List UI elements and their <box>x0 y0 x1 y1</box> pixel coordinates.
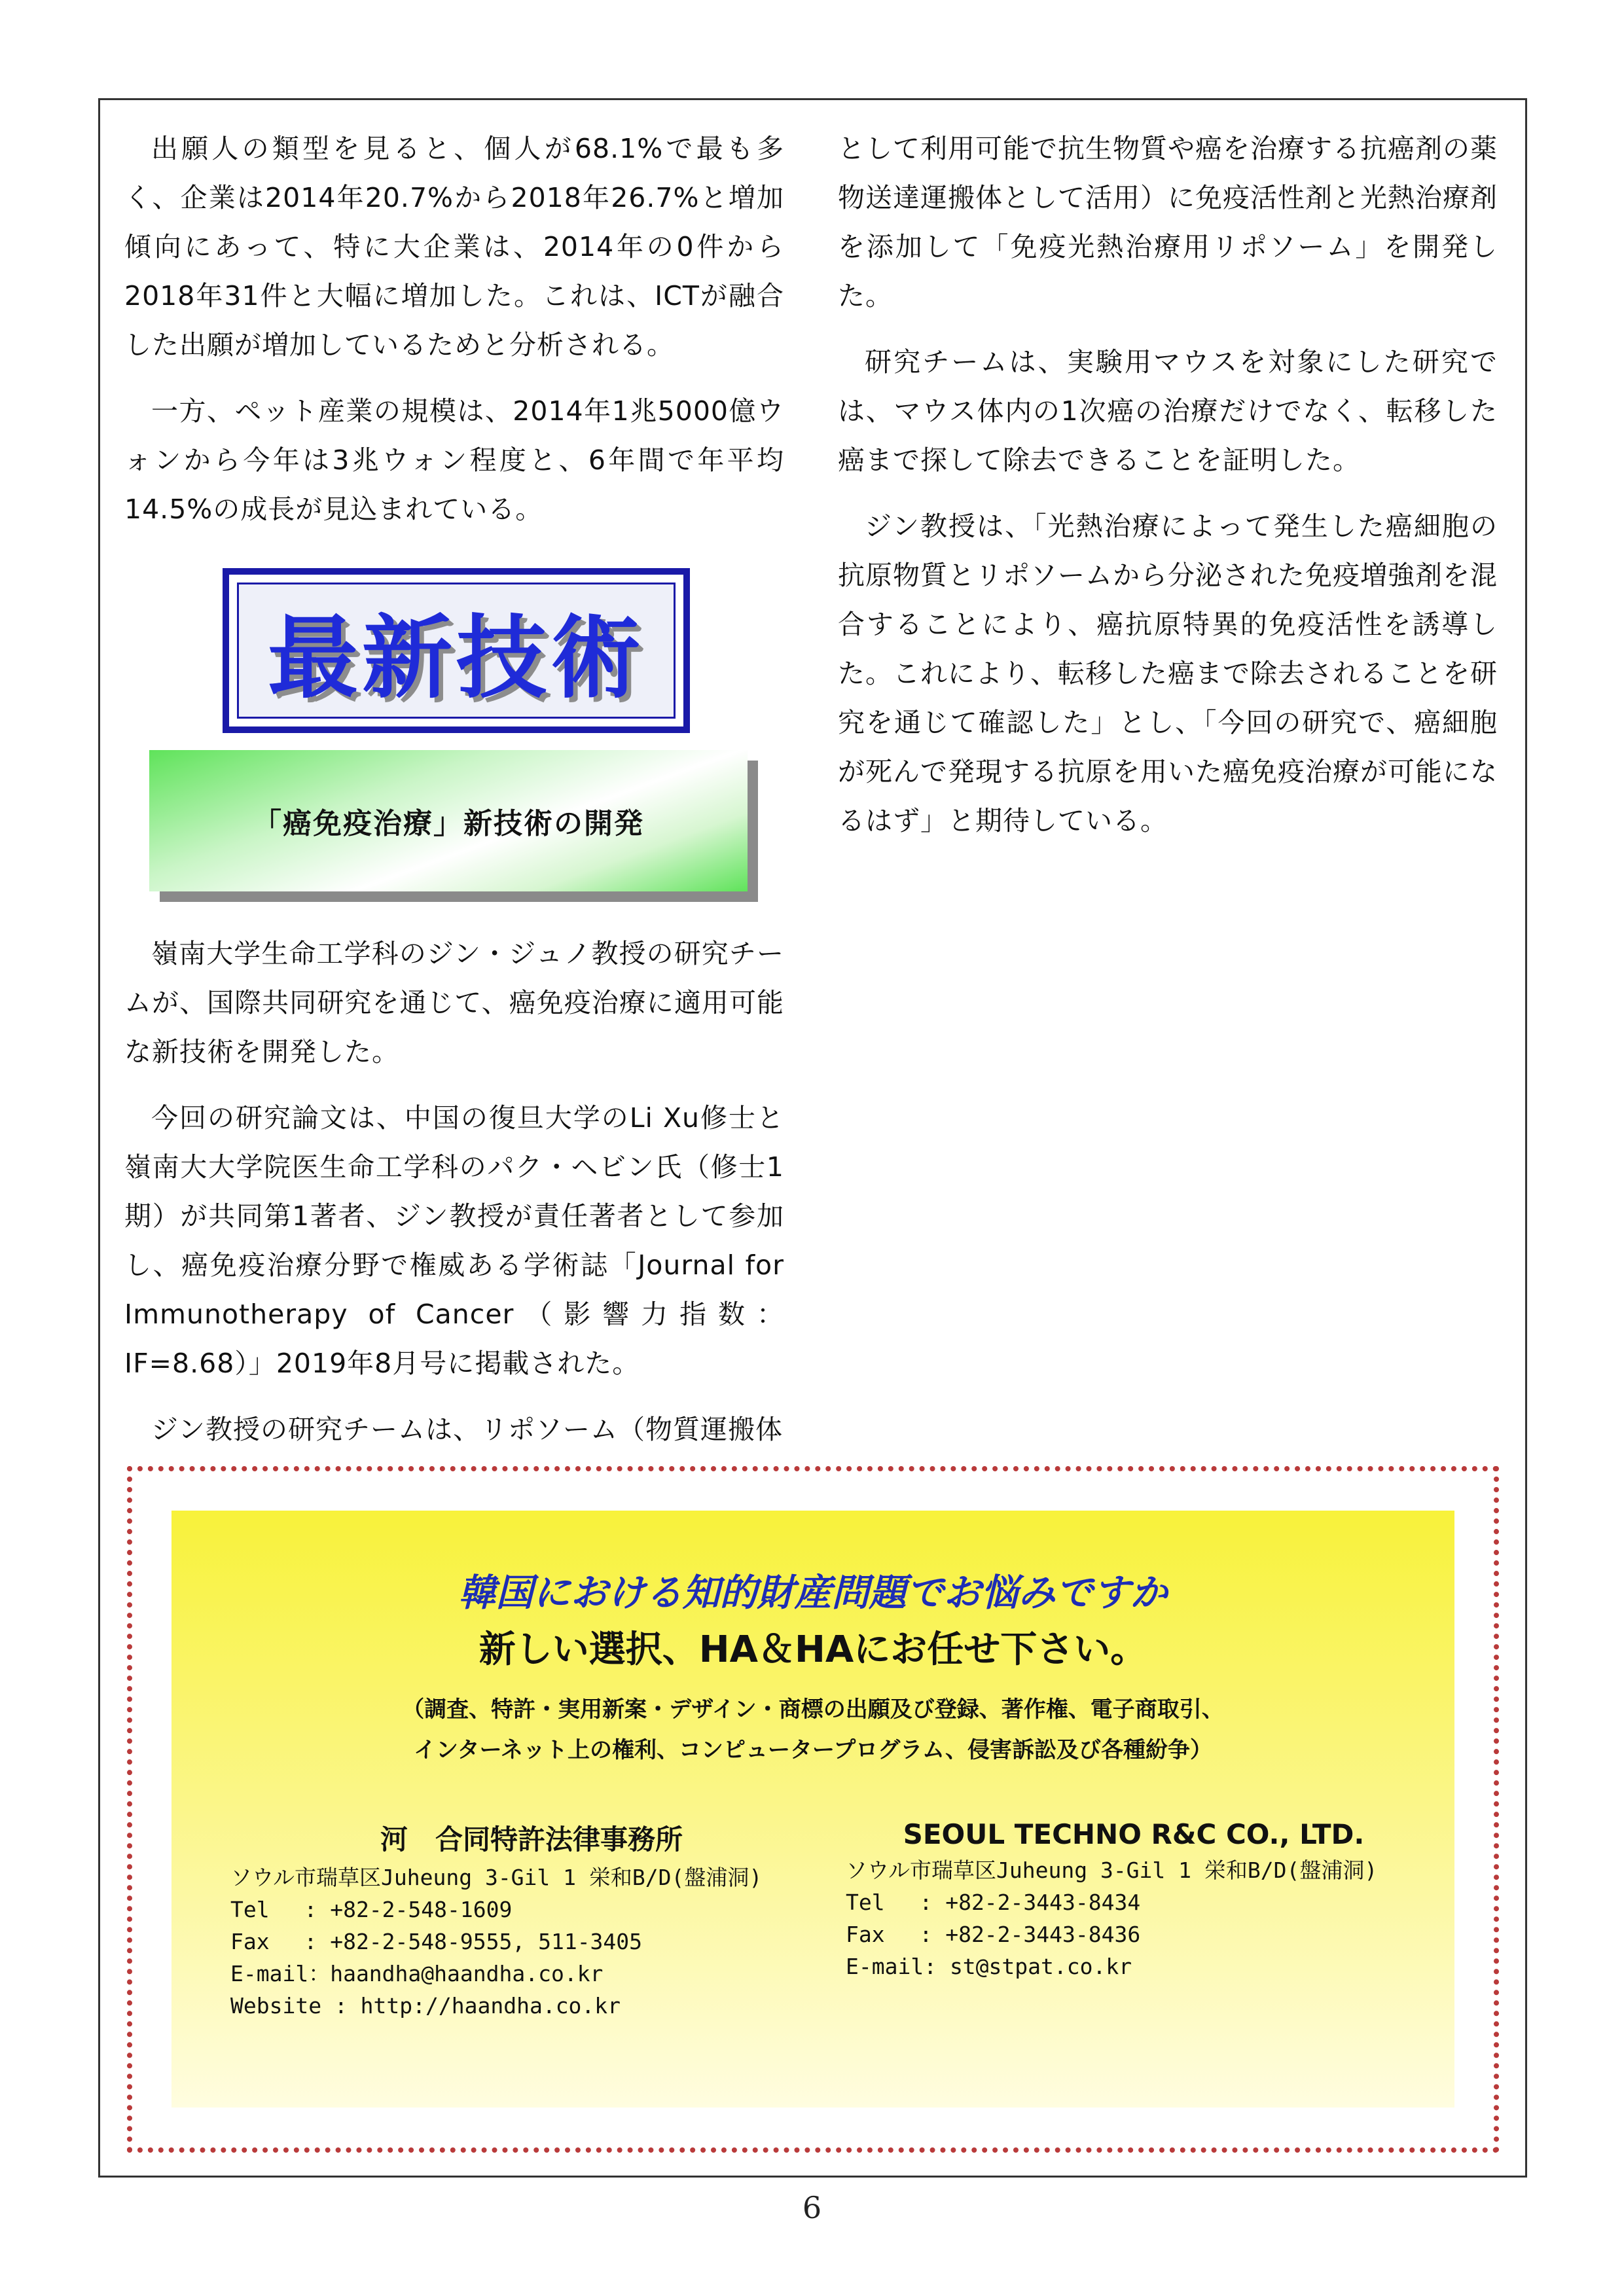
right-column <box>838 124 1498 863</box>
paragraph-applicant-types: 出願人の類型を見ると、個人が68.1%で最も多く、企業は2014年20.7%から2018年26.7%と増加傾向にあって、特に大企業は、2014年の0件から2018年31件と大幅に増加した。これは、ICTが融合した出願が増加しているためと分析される。 <box>124 133 784 361</box>
page-number: 6 <box>802 2190 822 2225</box>
firm-seoul-techno-address: ソウル市瑞草区Juheung 3-Gil 1 栄和B/D(盤浦洞) <box>846 1857 1378 1883</box>
article-heading-title: 「癌免疫治療」新技術の開発 <box>253 807 644 840</box>
firm-haandha-address: ソウル市瑞草区Juheung 3-Gil 1 栄和B/D(盤浦洞) <box>230 1865 763 1890</box>
firm-haandha-website[interactable]: Website : http://haandha.co.kr <box>230 1993 621 2018</box>
firm-seoul-techno-fax: Fax : +82-2-3443-8436 <box>846 1922 1141 1947</box>
ad-services-line-2: インターネット上の権利、コンピュータープログラム、侵害訴訟及び各種紛争） <box>414 1737 1212 1763</box>
firm-haandha-email[interactable]: E-mail：haandha@haandha.co.kr <box>230 1961 604 1986</box>
article-heading <box>149 750 758 902</box>
left-column <box>124 124 784 551</box>
firm-seoul-techno <box>846 1818 1422 1982</box>
firm-haandha-fax: Fax : +82-2-548-9555, 511-3405 <box>230 1929 643 1954</box>
section-badge <box>223 568 690 733</box>
paragraph-pet-industry: 一方、ペット産業の規模は、2014年1兆5000億ウォンから今年は3兆ウォン程度と、6年間で年平均14.5%の成長が見込まれている。 <box>124 395 784 525</box>
ad-subtitle: 新しい選択、HA＆HAにお任せ下さい。 <box>478 1628 1147 1671</box>
paragraph-research-team: 嶺南大学生命工学科のジン・ジュノ教授の研究チームが、国際共同研究を通じて、癌免疫治療に適用可能な新技術を開発した。 <box>124 938 784 1067</box>
paragraph-liposome-start: ジン教授の研究チームは、リポソーム（物質運搬体 <box>151 1414 783 1445</box>
firm-seoul-techno-name: SEOUL TECHNO R&C CO., LTD. <box>903 1818 1365 1850</box>
ad-title: 韓国における知的財産問題でお悩みですか <box>458 1571 1168 1615</box>
advertisement-box <box>127 1466 1499 2153</box>
firm-seoul-techno-email[interactable]: E-mail: st@stpat.co.kr <box>846 1954 1132 1979</box>
firm-haandha-tel: Tel : +82-2-548-1609 <box>230 1897 513 1922</box>
firm-haandha-name: 河 合同特許法律事務所 <box>380 1823 683 1856</box>
ad-services-line-1: （調査、特許・実用新案・デザイン・商標の出願及び登録、著作権、電子商取引、 <box>402 1696 1224 1723</box>
paragraph-mouse-study: 研究チームは、実験用マウスを対象にした研究では、マウス体内の1次癌の治療だけでなく、転移した癌まで探して除去できることを証明した。 <box>838 346 1498 476</box>
left-column-article <box>124 929 784 1471</box>
paragraph-liposome-continuation: として利用可能で抗生物質や癌を治療する抗癌剤の薬物送達運搬体として活用）に免疫活性剤と光熱治療剤を添加して「免疫光熱治療用リポソーム」を開発した。 <box>838 133 1498 312</box>
section-badge-label: 最新技術 <box>267 605 645 711</box>
firm-seoul-techno-tel: Tel : +82-2-3443-8434 <box>846 1890 1141 1915</box>
advertisement-panel <box>171 1511 1454 2108</box>
paragraph-research-paper: 今回の研究論文は、中国の復旦大学のLi Xu修士と嶺南大大学院医生命工学科のパク・ヘビン氏（修士1期）が共同第1著者、ジン教授が責任著者として参加し、癌免疫治療分野で権威ある学術誌「Journal for Immunotherapy of Cancer（影響力指数：IF=8.68）」2019年8月号に掲載された。 <box>124 1102 784 1379</box>
paragraph-professor-quote: ジン教授は、「光熱治療によって発生した癌細胞の抗原物質とリポソームから分泌された免疫増強剤を混合することにより、癌抗原特異的免疫活性を誘導した。これにより、転移した癌まで除去されることを研究を通じて確認した」とし、「今回の研究で、癌細胞が死んで発現する抗原を用いた癌免疫治療が可能になるはず」と期待している。 <box>838 511 1498 836</box>
firm-haandha <box>230 1818 833 2022</box>
article-heading-panel <box>149 750 748 891</box>
section-badge-inner <box>237 583 676 719</box>
